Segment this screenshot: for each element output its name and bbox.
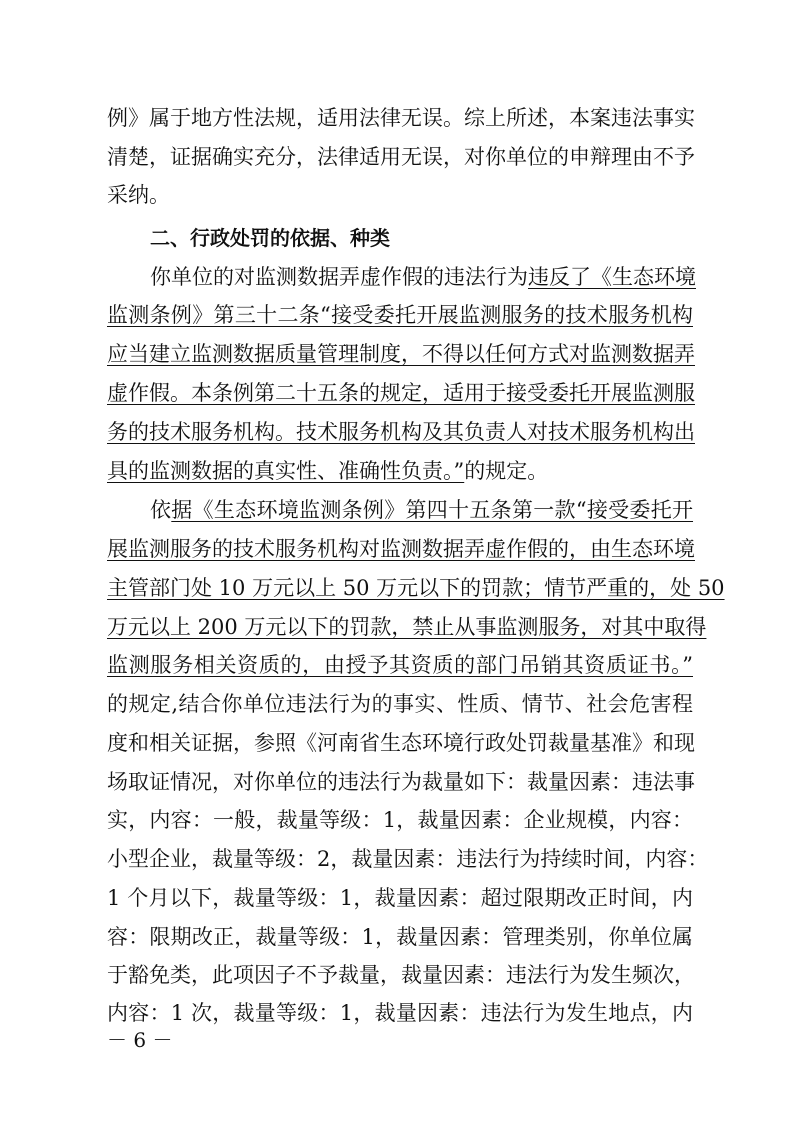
plain-text: 你单位的对监测数据弄虚作假的违法行为 xyxy=(150,265,528,289)
paragraph-line: 容：限期改正，裁量等级：1，裁量因素：管理类别，你单位属 xyxy=(107,925,693,949)
section-heading: 二、行政处罚的依据、种类 xyxy=(150,226,390,250)
paragraph-line: 1 个月以下，裁量等级：1，裁量因素：超过限期改正时间，内 xyxy=(107,886,693,910)
underlined-line: 虚作假。本条例第二十五条的规定，适用于接受委托开展监测服 xyxy=(107,381,695,405)
plain-text: 依 xyxy=(150,498,172,522)
paragraph-line: 采纳。 xyxy=(107,183,170,207)
plain-text: 的规定。 xyxy=(464,459,549,483)
paragraph-line: 的规定,结合你单位违法行为的事实、性质、情节、社会危害程 xyxy=(107,692,693,716)
underlined-line: 主管部门处 10 万元以上 50 万元以下的罚款；情节严重的，处 50 xyxy=(107,576,725,600)
underlined-line: 监测服务相关资质的，由授予其资质的部门吊销其资质证书。” xyxy=(107,653,693,677)
paragraph-line xyxy=(150,493,693,527)
underlined-line: 展监测服务的技术服务机构对监测数据弄虚作假的，由生态环境 xyxy=(107,537,695,561)
paragraph-line: 清楚，证据确实充分，法律适用无误，对你单位的申辩理由不予 xyxy=(107,145,695,169)
paragraph-line: 度和相关证据，参照《河南省生态环境行政处罚裁量基准》和现 xyxy=(107,731,695,755)
page-number: － 6 － xyxy=(107,1028,173,1052)
paragraph-line: 场取证情况，对你单位的违法行为裁量如下：裁量因素：违法事 xyxy=(107,770,695,794)
paragraph-line: 例》属于地方性法规，适用法律无误。综上所述，本案违法事实 xyxy=(107,106,695,130)
underlined-line: 应当建立监测数据质量管理制度，不得以任何方式对监测数据弄 xyxy=(107,342,695,366)
paragraph-line xyxy=(150,260,696,294)
paragraph-line: 小型企业，裁量等级：2，裁量因素：违法行为持续时间，内容： xyxy=(107,847,709,871)
underlined-line: 万元以上 200 万元以下的罚款，禁止从事监测服务，对其中取得 xyxy=(107,615,707,639)
paragraph-line: 内容：1 次，裁量等级：1，裁量因素：违法行为发生地点，内 xyxy=(107,1001,693,1025)
underlined-text: 据《生态环境监测条例》第四十五条第一款“接受委托开 xyxy=(171,498,694,522)
underlined-text: 违反了《生态环境 xyxy=(528,265,696,289)
underlined-line: 监测条例》第三十二条“接受委托开展监测服务的技术服务机构 xyxy=(107,303,693,327)
paragraph-line: 实，内容：一般，裁量等级：1，裁量因素：企业规模，内容： xyxy=(107,808,693,832)
paragraph-line xyxy=(107,454,693,488)
underlined-line: 务的技术服务机构。技术服务机构及其负责人对技术服务机构出 xyxy=(107,420,695,444)
underlined-text: 具的监测数据的真实性、准确性负责。” xyxy=(107,459,465,483)
paragraph-line: 于豁免类，此项因子不予裁量，裁量因素：违法行为发生频次， xyxy=(107,963,695,987)
